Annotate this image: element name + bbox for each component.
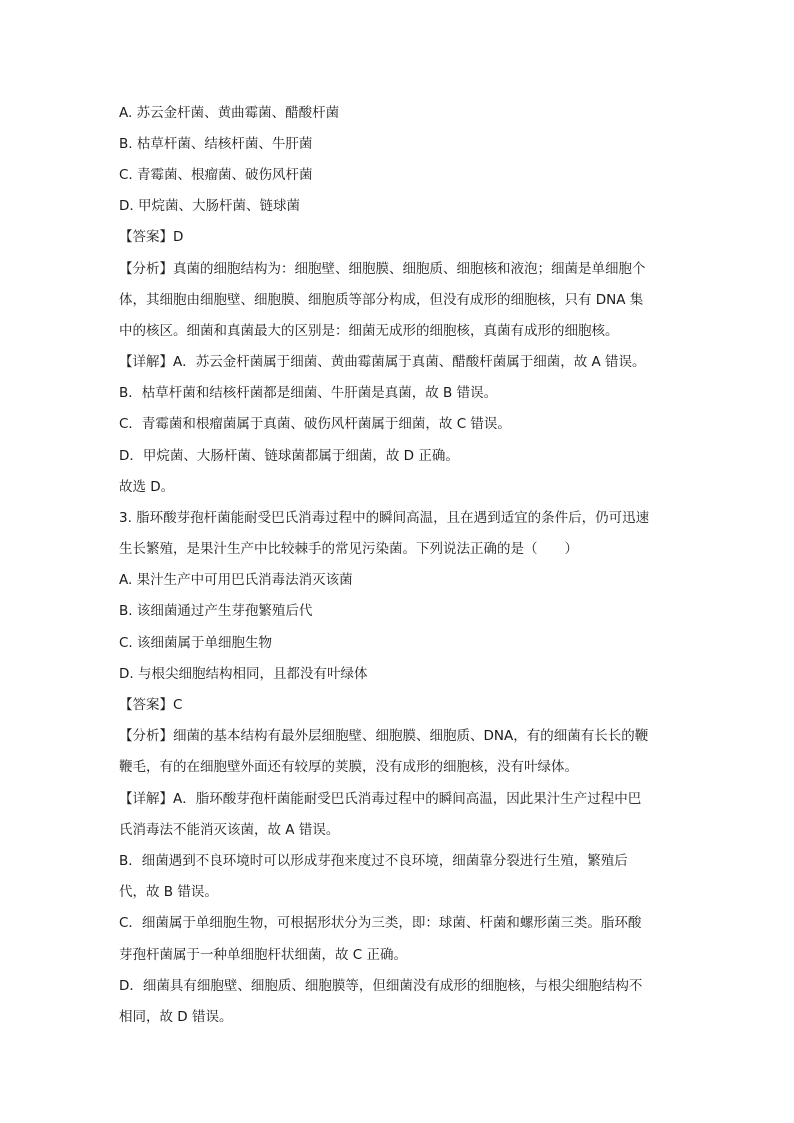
q3-stem-line: 生长繁殖，是果汁生产中比较棘手的常见污染菌。下列说法正确的是（ ） <box>119 541 578 557</box>
q2-analysis-line: 体，其细胞由细胞壁、细胞膜、细胞质等部分构成，但没有成形的细胞核，只有 DNA 集 <box>119 292 644 308</box>
q2-conclusion: 故选 D。 <box>119 479 175 495</box>
q2-option-d: D. 甲烷菌、大肠杆菌、链球菌 <box>119 198 300 214</box>
q2-detail-line: C．青霉菌和根瘤菌属于真菌、破伤风杆菌属于细菌，故 C 错误。 <box>119 416 511 432</box>
q2-analysis-line: 【分析】真菌的细胞结构为：细胞壁、细胞膜、细胞质、细胞核和液泡；细菌是单细胞个 <box>119 261 646 277</box>
q3-detail-line: 相同，故 D 错误。 <box>119 1009 233 1025</box>
q3-stem-line: 3. 脂环酸芽孢杆菌能耐受巴氏消毒过程中的瞬间高温，且在遇到适宜的条件后，仍可迅速 <box>119 510 650 526</box>
q3-answer: 【答案】C <box>119 697 183 713</box>
q2-option-c: C. 青霉菌、根瘤菌、破伤风杆菌 <box>119 167 313 183</box>
q3-option-d: D. 与根尖细胞结构相同，且都没有叶绿体 <box>119 666 368 682</box>
q2-option-b: B. 枯草杆菌、结核杆菌、牛肝菌 <box>119 136 313 152</box>
q3-detail-line: C．细菌属于单细胞生物，可根据形状分为三类，即：球菌、杆菌和螺形菌三类。脂环酸 <box>119 915 642 931</box>
q2-detail-line: 【详解】A．苏云金杆菌属于细菌、黄曲霉菌属于真菌、醋酸杆菌属于细菌，故 A 错误。 <box>119 354 646 370</box>
q2-analysis-line: 中的核区。细菌和真菌最大的区别是：细菌无成形的细胞核，真菌有成形的细胞核。 <box>119 323 619 339</box>
q2-answer: 【答案】D <box>119 229 184 245</box>
q3-detail-line: 【详解】A．脂环酸芽孢杆菌能耐受巴氏消毒过程中的瞬间高温，因此果汁生产过程中巴 <box>119 791 642 807</box>
q3-detail-line: B．细菌遇到不良环境时可以形成芽孢来度过不良环境，细菌靠分裂进行生殖，繁殖后 <box>119 853 628 869</box>
q3-option-a: A. 果汁生产中可用巴氏消毒法消灭该菌 <box>119 572 353 588</box>
q2-detail-line: D．甲烷菌、大肠杆菌、链球菌都属于细菌，故 D 正确。 <box>119 448 459 464</box>
q3-detail-line: D．细菌具有细胞壁、细胞质、细胞膜等，但细菌没有成形的细胞核，与根尖细胞结构不 <box>119 978 643 994</box>
q3-detail-line: 代，故 B 错误。 <box>119 884 218 900</box>
q3-detail-line: 芽孢杆菌属于一种单细胞杆状细菌，故 C 正确。 <box>119 947 408 963</box>
q3-analysis-line: 【分析】细菌的基本结构有最外层细胞壁、细胞膜、细胞质、DNA，有的细菌有长长的鞭 <box>119 728 649 744</box>
q2-option-a: A. 苏云金杆菌、黄曲霉菌、醋酸杆菌 <box>119 105 340 121</box>
q3-option-b: B. 该细菌通过产生芽孢繁殖后代 <box>119 603 313 619</box>
q3-analysis-line: 鞭毛，有的在细胞壁外面还有较厚的荚膜，没有成形的细胞核，没有叶绿体。 <box>119 759 578 775</box>
q2-detail-line: B．枯草杆菌和结核杆菌都是细菌、牛肝菌是真菌，故 B 错误。 <box>119 385 498 401</box>
q3-detail-line: 氏消毒法不能消灭该菌，故 A 错误。 <box>119 822 340 838</box>
q3-option-c: C. 该细菌属于单细胞生物 <box>119 635 273 651</box>
